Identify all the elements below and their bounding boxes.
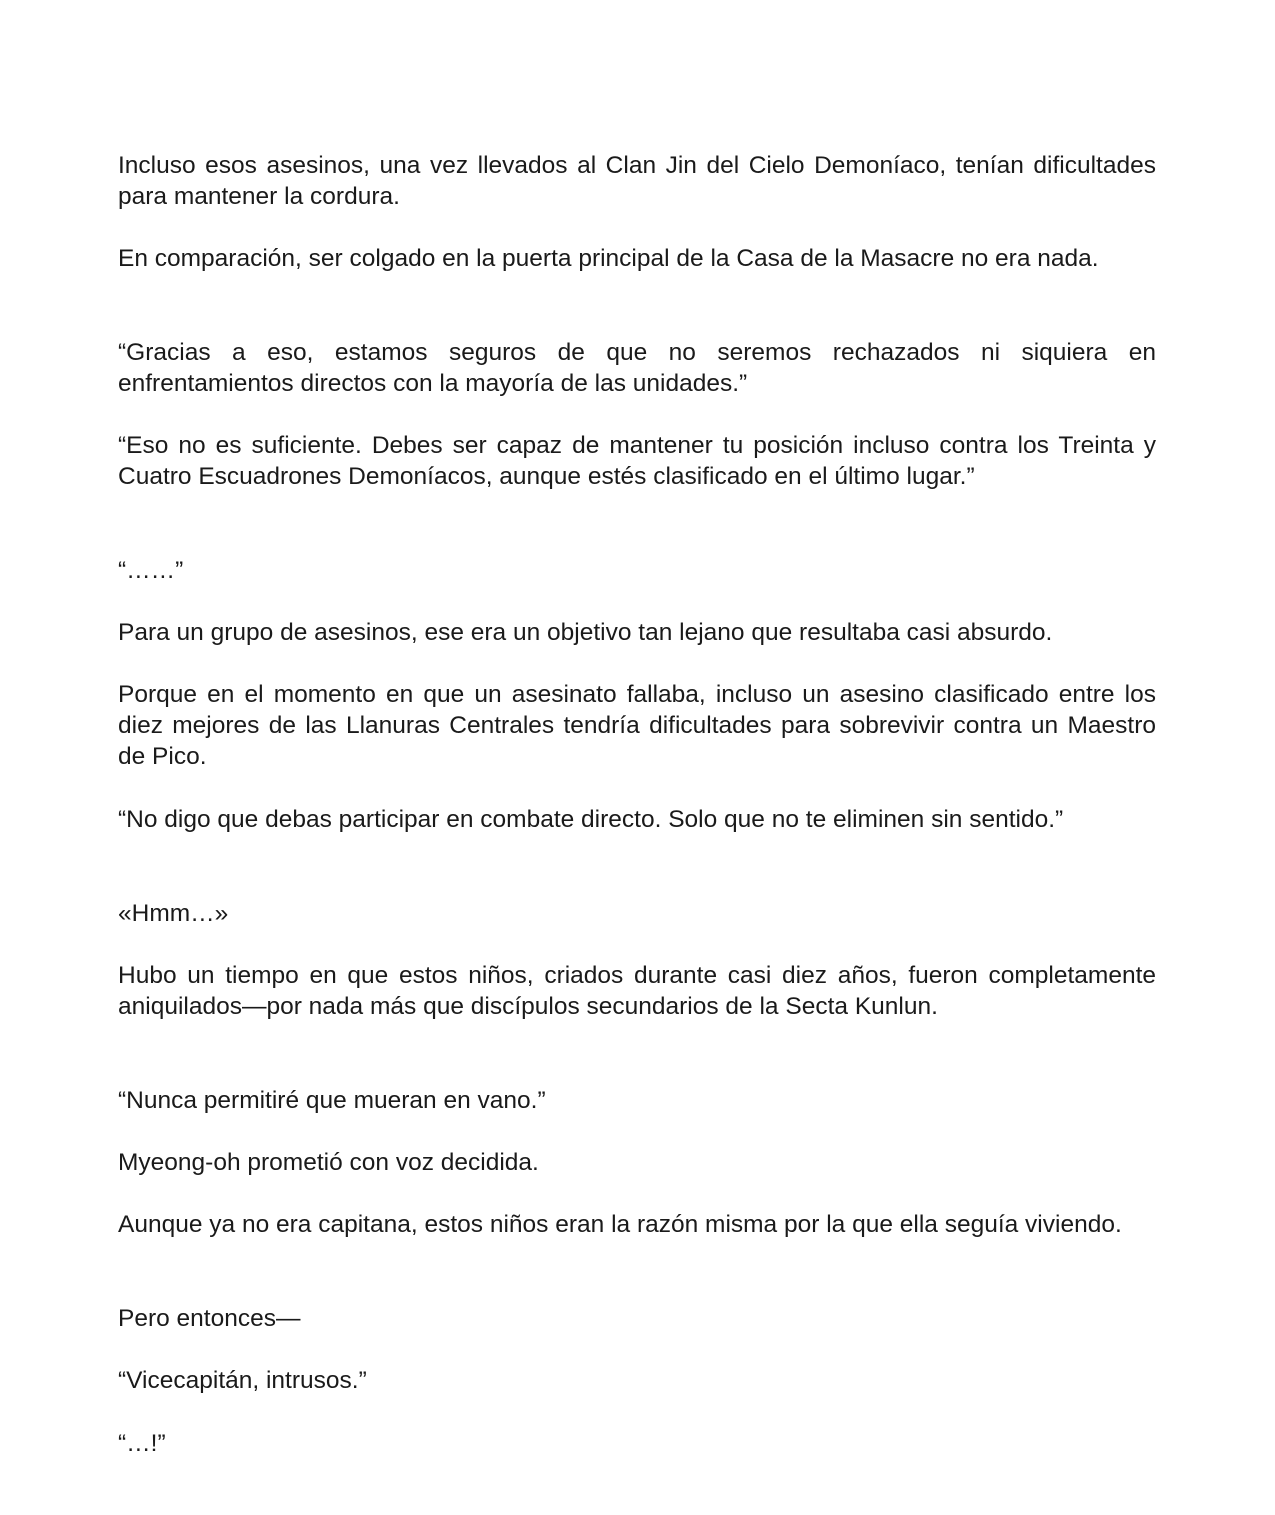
paragraph: Pero entonces—	[118, 1305, 301, 1332]
paragraph: “No digo que debas participar en combate directo. Solo que no te eliminen sin sentido.”	[118, 806, 1064, 833]
paragraph: “Gracias a eso, estamos seguros de que no seremos rechazados ni siquiera en enfrentamientos directos con la mayoría de las unidades.”	[118, 339, 1156, 397]
paragraph: “Nunca permitiré que mueran en vano.”	[118, 1087, 546, 1114]
paragraph: En comparación, ser colgado en la puerta principal de la Casa de la Masacre no era nada.	[118, 245, 1099, 272]
paragraph: Aunque ya no era capitana, estos niños eran la razón misma por la que ella seguía viviendo.	[118, 1211, 1122, 1238]
paragraph: “Eso no es suficiente. Debes ser capaz de mantener tu posición incluso contra los Treinta y Cuatro Escuadrones Demoníacos, aunque estés clasificado en el último lugar.”	[118, 432, 1156, 490]
paragraph: Myeong-oh prometió con voz decidida.	[118, 1149, 539, 1176]
paragraph: Incluso esos asesinos, una vez llevados al Clan Jin del Cielo Demoníaco, tenían dificultades para mantener la cordura.	[118, 152, 1156, 210]
paragraph: “…!”	[118, 1430, 166, 1457]
paragraph: «Hmm…»	[118, 900, 229, 927]
paragraph: Hubo un tiempo en que estos niños, criados durante casi diez años, fueron completamente aniquilados—por nada más que discípulos secundarios de la Secta Kunlun.	[118, 962, 1156, 1020]
paragraph: Porque en el momento en que un asesinato fallaba, incluso un asesino clasificado entre los diez mejores de las Llanuras Centrales tendría dificultades para sobrevivir contra un Maestro de Pico.	[118, 681, 1156, 770]
paragraph: Para un grupo de asesinos, ese era un objetivo tan lejano que resultaba casi absurdo.	[118, 619, 1053, 646]
paragraph: “……”	[118, 557, 184, 584]
paragraph: “Vicecapitán, intrusos.”	[118, 1367, 367, 1394]
